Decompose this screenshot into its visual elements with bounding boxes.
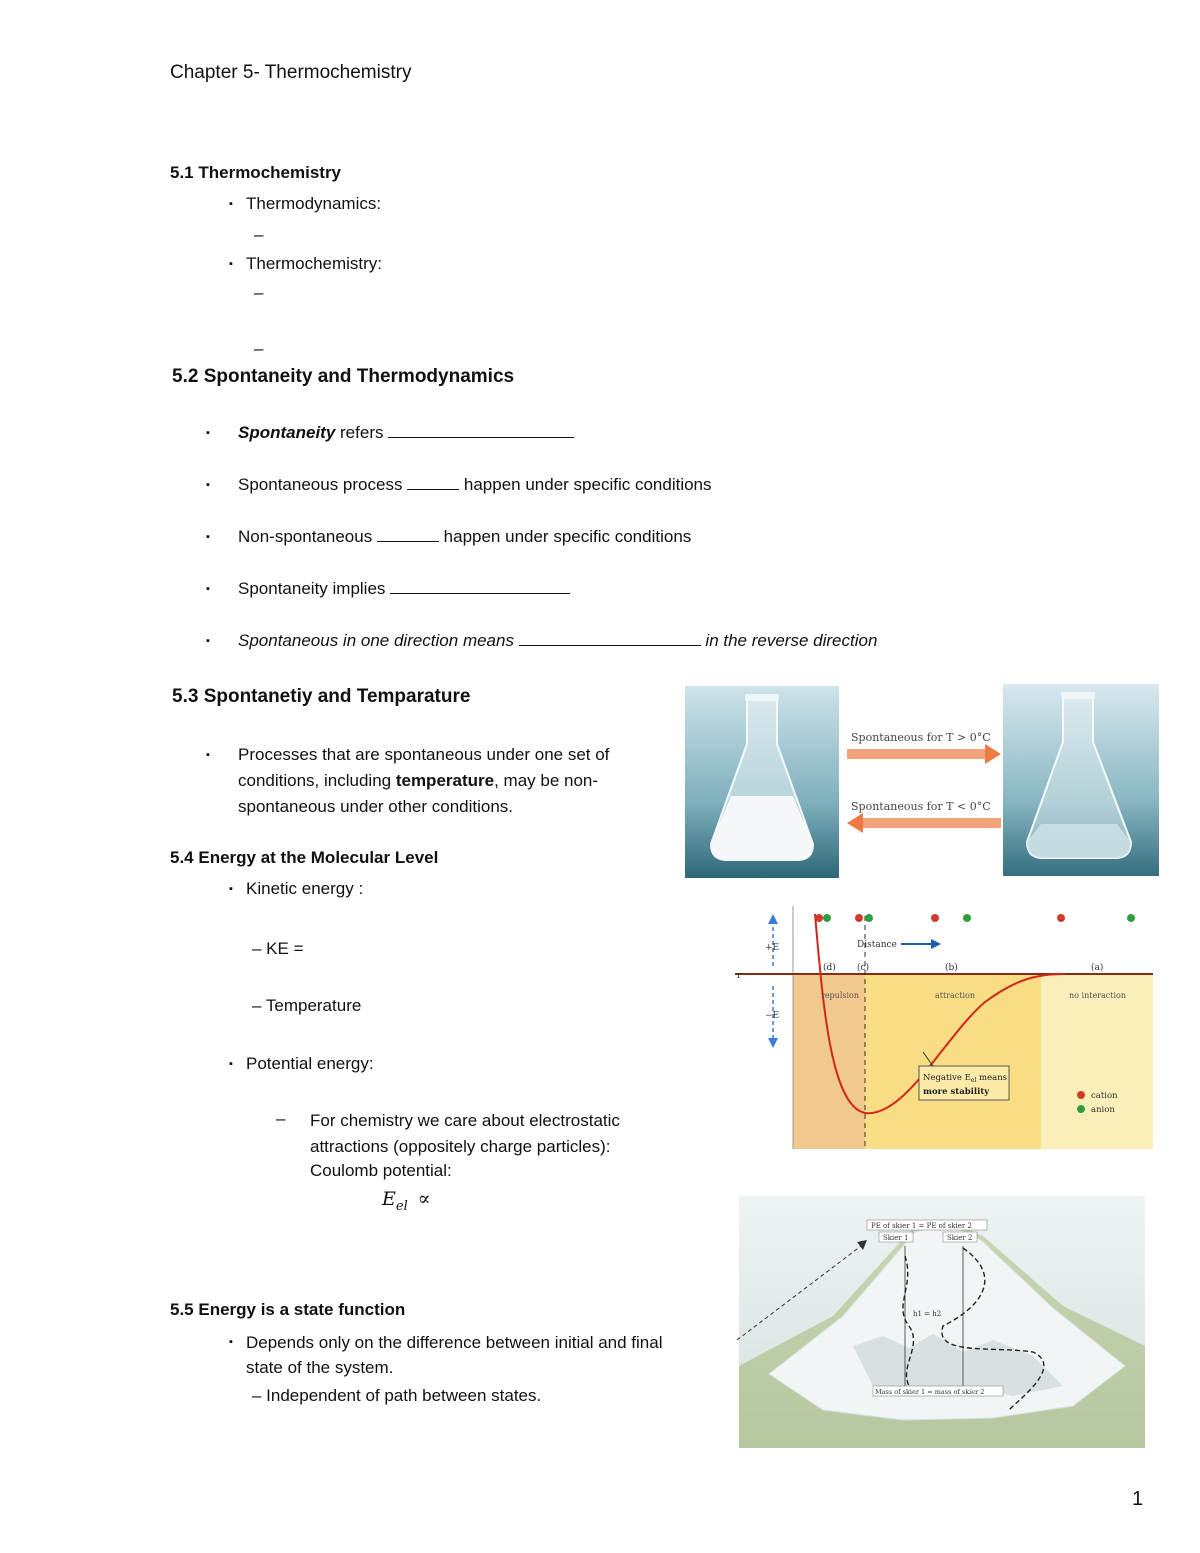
dash-3: –: [254, 339, 264, 358]
cation-dot: [1057, 914, 1065, 922]
note-line-1: Negative $E_{el}$ means: [923, 1073, 1008, 1084]
region-attraction: [865, 974, 1041, 1149]
blank-line: [519, 630, 701, 646]
legend-anion-dot: [1077, 1105, 1085, 1113]
bullet-spontaneity-refers: [238, 422, 574, 444]
distance-arrow-icon: [931, 939, 941, 949]
region-b-label: (b): [945, 963, 958, 973]
electrostatic-text: For chemistry we care about electrostatic attractions (oppositely charge particles):: [310, 1111, 620, 1156]
blank-line: [407, 474, 459, 490]
sub-dash: –: [276, 1109, 286, 1128]
text-pre: Spontaneity implies: [238, 579, 391, 598]
bullet-kinetic-energy: ▪ Kinetic energy :: [246, 878, 363, 900]
region-no-interaction: [1041, 974, 1153, 1149]
axis-negative-label: −E: [765, 1011, 780, 1021]
arrow-bottom-label: Spontaneous for T < 0°C: [851, 800, 991, 813]
bullet-non-spontaneous: [238, 526, 691, 548]
text-pre: Spontaneous in one direction means: [238, 631, 519, 650]
text-post: happen under specific conditions: [459, 475, 712, 494]
chapter-title: Chapter 5- Thermochemistry: [170, 62, 412, 83]
dash-2: –: [254, 283, 264, 302]
proportional-symbol: ∝: [417, 1188, 431, 1210]
liquid-flask-photo: [1003, 684, 1159, 876]
independent-path-line: – Independent of path between states.: [252, 1386, 542, 1405]
text-a: Processes that are spontaneous under one set of conditions, including: [238, 745, 610, 790]
cation-dot: [855, 914, 863, 922]
term-spontaneity: Spontaneity: [238, 423, 336, 442]
ion-pairs: [815, 914, 1135, 922]
region-a-label: (a): [1091, 963, 1104, 973]
section-5-3-heading: 5.3 Spontanetiy and Temparature: [172, 686, 471, 707]
distance-label: Distance: [857, 940, 897, 950]
skier1-label: Skier 1: [883, 1234, 909, 1242]
section-5-5-heading: 5.5 Energy is a state function: [170, 1300, 406, 1319]
text-b: , may be non-spontaneous under other conditions.: [238, 771, 599, 816]
skier2-label: Skier 2: [947, 1234, 973, 1242]
arrow-top-label: Spontaneous for T > 0°C: [851, 731, 991, 744]
arrow-right-spontaneous: [847, 731, 1001, 764]
page-number: 1: [1132, 1488, 1144, 1510]
blank-line: [388, 422, 574, 438]
region-repulsion: [793, 974, 865, 1149]
formula-E: E: [382, 1188, 396, 1210]
bullet-depends-only: ▪ Depends only on the difference between initial and final state of the system.: [246, 1330, 696, 1380]
legend-cation-dot: [1077, 1091, 1085, 1099]
bullet-thermochemistry: ▪ Thermochemistry:: [246, 253, 382, 275]
dash-1: –: [254, 225, 264, 244]
cation-dot: [931, 914, 939, 922]
repulsion-label: repulsion: [821, 991, 860, 1000]
potential-energy-figure: [735, 906, 1155, 1151]
note-line-2: more stability: [923, 1087, 990, 1097]
anion-dot: [1127, 914, 1135, 922]
coulomb-label: Coulomb potential:: [310, 1161, 452, 1180]
axis-positive-label: +E: [765, 943, 780, 953]
pe-equal-label: PE of skier 1 = PE of skier 2: [871, 1222, 972, 1230]
bullet-spontaneous-process: [238, 474, 712, 496]
attraction-label: attraction: [935, 991, 976, 1000]
text-pre: Spontaneous process: [238, 475, 408, 494]
coulomb-formula: [382, 1188, 431, 1214]
axis-r-label: r: [737, 971, 742, 981]
bullet-spontaneity-implies: [238, 578, 570, 600]
bullet-thermodynamics: ▪ Thermodynamics:: [246, 193, 381, 215]
flask-figure: [685, 684, 1159, 878]
section-5-4-heading: 5.4 Energy at the Molecular Level: [170, 848, 439, 867]
up-arrow-icon: [768, 914, 778, 924]
region-c-label: (c): [857, 963, 870, 973]
section-5-1-heading: 5.1 Thermochemistry: [170, 163, 342, 182]
text-post: happen under specific conditions: [438, 527, 692, 546]
bullet-reverse-direction: [238, 630, 877, 652]
temperature-line: – Temperature: [252, 996, 362, 1015]
anion-dot: [823, 914, 831, 922]
no-interaction-label: no interaction: [1069, 991, 1126, 1000]
height-equal-label: h1 = h2: [913, 1310, 942, 1318]
blank-line: [377, 526, 439, 542]
section-5-2-heading: 5.2 Spontaneity and Thermodynamics: [172, 366, 515, 387]
region-d-label: (d): [823, 963, 836, 973]
bullet-potential-energy: ▪ Potential energy:: [246, 1053, 374, 1075]
mass-equal-label: Mass of skier 1 = mass of skier 2: [875, 1388, 985, 1396]
legend-cation-label: cation: [1091, 1091, 1118, 1101]
formula-subscript: el: [395, 1198, 408, 1214]
anion-dot: [963, 914, 971, 922]
mountain-figure: [733, 1196, 1151, 1448]
text-post: in the reverse direction: [700, 631, 878, 650]
bullet-processes: [238, 742, 668, 820]
legend-anion-label: anion: [1091, 1105, 1115, 1115]
term-temperature: temperature: [395, 771, 495, 790]
down-arrow-icon: [768, 1038, 778, 1048]
arrow-left-spontaneous: [847, 800, 1001, 833]
cation-dot: [815, 914, 823, 922]
anion-dot: [865, 914, 873, 922]
frozen-flask-photo: [685, 686, 839, 878]
ke-line: – KE =: [252, 939, 304, 958]
blank-line: [390, 578, 570, 594]
text-refers: refers: [335, 423, 389, 442]
text-pre: Non-spontaneous: [238, 527, 377, 546]
